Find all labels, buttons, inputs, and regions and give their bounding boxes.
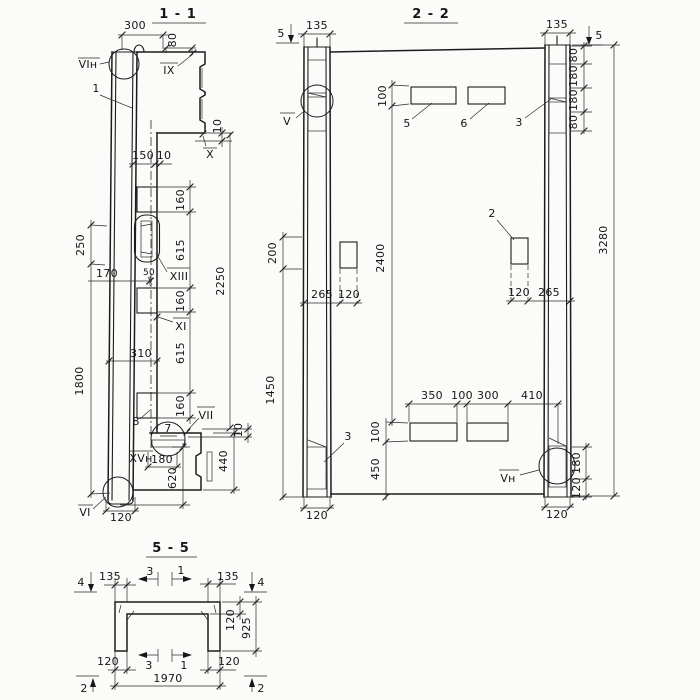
dim-120-bottom: 120 bbox=[110, 511, 132, 524]
dim-120-bottom-right: 120 bbox=[218, 655, 240, 668]
node-label-v: V bbox=[283, 115, 291, 128]
marker-2-right: 2 bbox=[257, 682, 265, 695]
dim-180-b: 180 bbox=[567, 89, 580, 111]
dim-1970: 1970 bbox=[153, 672, 183, 685]
dim-265-right: 265 bbox=[538, 286, 560, 299]
dim-1800: 1800 bbox=[73, 366, 86, 396]
marker-3-bottom: 3 bbox=[145, 659, 153, 672]
dim-180: 180 bbox=[151, 453, 173, 466]
dim-2400: 2400 bbox=[374, 243, 387, 273]
section-5-5-geometry bbox=[115, 602, 220, 651]
dim-100-top: 100 bbox=[376, 85, 389, 107]
dim-120-bottom-left: 120 bbox=[97, 655, 119, 668]
detail-label-7: 7 bbox=[164, 422, 172, 435]
dim-160-a: 160 bbox=[174, 189, 187, 211]
node-label-vii: VII bbox=[198, 409, 214, 422]
marker-4-right: 4 bbox=[257, 576, 265, 589]
marker-3-top: 3 bbox=[146, 565, 154, 578]
dim-80-a: 80 bbox=[567, 47, 580, 63]
dim-250: 250 bbox=[74, 234, 87, 256]
section-5-5 bbox=[74, 541, 267, 695]
dim-3280: 3280 bbox=[597, 225, 610, 255]
dim-50: 50 bbox=[142, 268, 156, 278]
dim-1450: 1450 bbox=[264, 375, 277, 405]
part-label-3-top: 3 bbox=[515, 116, 523, 129]
dim-80: 80 bbox=[166, 32, 179, 48]
node-label-xi: XI bbox=[175, 320, 187, 333]
dim-135-left: 135 bbox=[99, 570, 121, 583]
marker-4-left: 4 bbox=[77, 576, 85, 589]
dim-135-left: 135 bbox=[306, 19, 328, 32]
dim-350: 350 bbox=[421, 389, 443, 402]
dim-440: 440 bbox=[217, 450, 230, 472]
dim-2250: 2250 bbox=[214, 266, 227, 296]
dim-135-right: 135 bbox=[217, 570, 239, 583]
dim-300: 300 bbox=[124, 19, 146, 32]
dim-410: 410 bbox=[521, 389, 543, 402]
part-label-3-bottom: 3 bbox=[344, 430, 352, 443]
dim-615-a: 615 bbox=[174, 239, 187, 261]
node-label-ix: IX bbox=[163, 64, 175, 77]
dim-120-c: 120 bbox=[570, 477, 583, 499]
dim-265-left: 265 bbox=[311, 288, 333, 301]
dim-10-top: 10 bbox=[211, 118, 224, 134]
dim-10-web: 10 bbox=[156, 149, 172, 162]
dim-100-bottom: 100 bbox=[369, 421, 382, 443]
part-label-2: 2 bbox=[488, 207, 496, 220]
dim-100-mid: 100 bbox=[451, 389, 473, 402]
dim-120-bottom-right: 120 bbox=[546, 508, 568, 521]
dim-150: 150 bbox=[132, 149, 154, 162]
marker-5-right: 5 bbox=[595, 29, 603, 42]
section-5-5-title: 5 - 5 bbox=[152, 541, 190, 556]
dim-120-right-vert: 120 bbox=[224, 609, 237, 631]
dim-620: 620 bbox=[166, 467, 179, 489]
part-label-8: 8 bbox=[132, 415, 140, 428]
dim-120-right: 120 bbox=[508, 286, 530, 299]
dim-80-b: 80 bbox=[567, 114, 580, 130]
dim-180-a: 180 bbox=[567, 65, 580, 87]
node-label-v-bottom: Vн bbox=[500, 472, 516, 485]
dim-450: 450 bbox=[369, 458, 382, 480]
section-2-2-geometry bbox=[301, 36, 575, 497]
part-label-1: 1 bbox=[92, 82, 100, 95]
node-label-vi-top: VIн bbox=[78, 58, 98, 71]
dim-10-bottom: 10 bbox=[232, 422, 245, 438]
dim-160-b: 160 bbox=[174, 290, 187, 312]
dim-180-c: 180 bbox=[570, 452, 583, 474]
dim-300: 300 bbox=[477, 389, 499, 402]
dim-135-right: 135 bbox=[546, 18, 568, 31]
dim-120-left: 120 bbox=[338, 288, 360, 301]
marker-1-top: 1 bbox=[177, 564, 185, 577]
dim-120-bottom-left: 120 bbox=[306, 509, 328, 522]
section-1-1-title: 1 - 1 bbox=[159, 7, 197, 22]
part-label-6: 6 bbox=[460, 117, 468, 130]
node-label-xv: XVн bbox=[129, 452, 153, 465]
dim-170: 170 bbox=[96, 267, 118, 280]
marker-2-left: 2 bbox=[80, 682, 88, 695]
dim-615-b: 615 bbox=[174, 342, 187, 364]
dim-200: 200 bbox=[266, 242, 279, 264]
dim-925: 925 bbox=[240, 617, 253, 639]
section-1-1-geometry bbox=[103, 45, 212, 507]
section-2-2 bbox=[264, 7, 620, 522]
dim-310: 310 bbox=[130, 347, 152, 360]
node-label-x: X bbox=[206, 148, 214, 161]
section-2-2-title: 2 - 2 bbox=[412, 7, 450, 22]
node-label-vi-bottom: VI bbox=[79, 506, 91, 519]
section-1-1 bbox=[73, 7, 252, 524]
marker-5-left: 5 bbox=[277, 27, 285, 40]
node-label-xiii: XIII bbox=[169, 270, 189, 283]
part-label-5: 5 bbox=[403, 117, 411, 130]
dim-160-c: 160 bbox=[174, 395, 187, 417]
marker-1-bottom: 1 bbox=[180, 659, 188, 672]
